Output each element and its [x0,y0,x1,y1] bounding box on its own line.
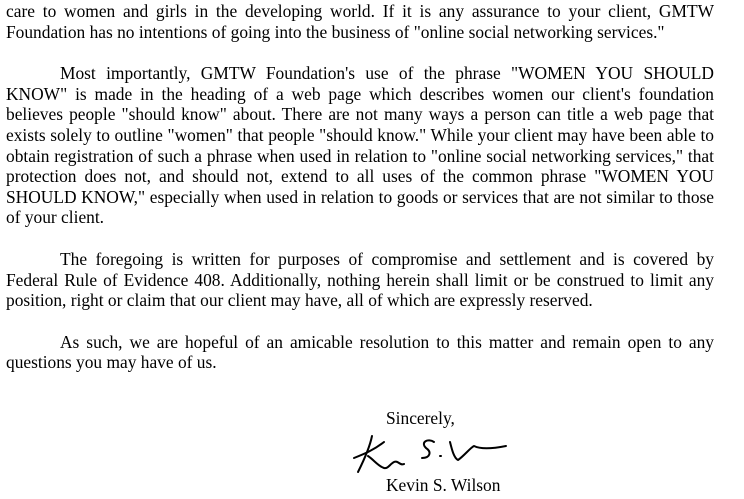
paragraph-continuation: care to women and girls in the developing world. If it is any assurance to your client, GMTW Foundation has no intentions of going into the business of "online social networking services." [6,1,714,42]
closing-salutation: Sincerely, [386,408,455,428]
letter-body [6,0,714,394]
paragraph-resolution: As such, we are hopeful of an amicable resolution to this matter and remain open to any questions you may have of us. [6,331,714,373]
paragraph-phrase-use: Most importantly, GMTW Foundation's use of the phrase "WOMEN YOU SHOULD KNOW" is made in the heading of a web page which describes women our client's foundation believes people "should know" about. There are not many ways a person can title a web page that exists solely to outline "women" that people "should know." While your client may have been able to obtain registration of such a phrase when used in relation to "online social networking services," that protection does not, and should not, extend to all uses of the common phrase "WOMEN YOU SHOULD KNOW," especially when used in relation to goods or services that are not similar to those of your client. [6,63,714,228]
paragraph-settlement-notice: The foregoing is written for purposes of compromise and settlement and is covered by Federal Rule of Evidence 408. Additionally, nothing herein shall limit or be construed to limit any position, right or claim that our client may have, all of which are expressly reserved. [6,248,714,311]
signer-name: Kevin S. Wilson [386,475,501,495]
handwritten-signature [350,428,520,478]
